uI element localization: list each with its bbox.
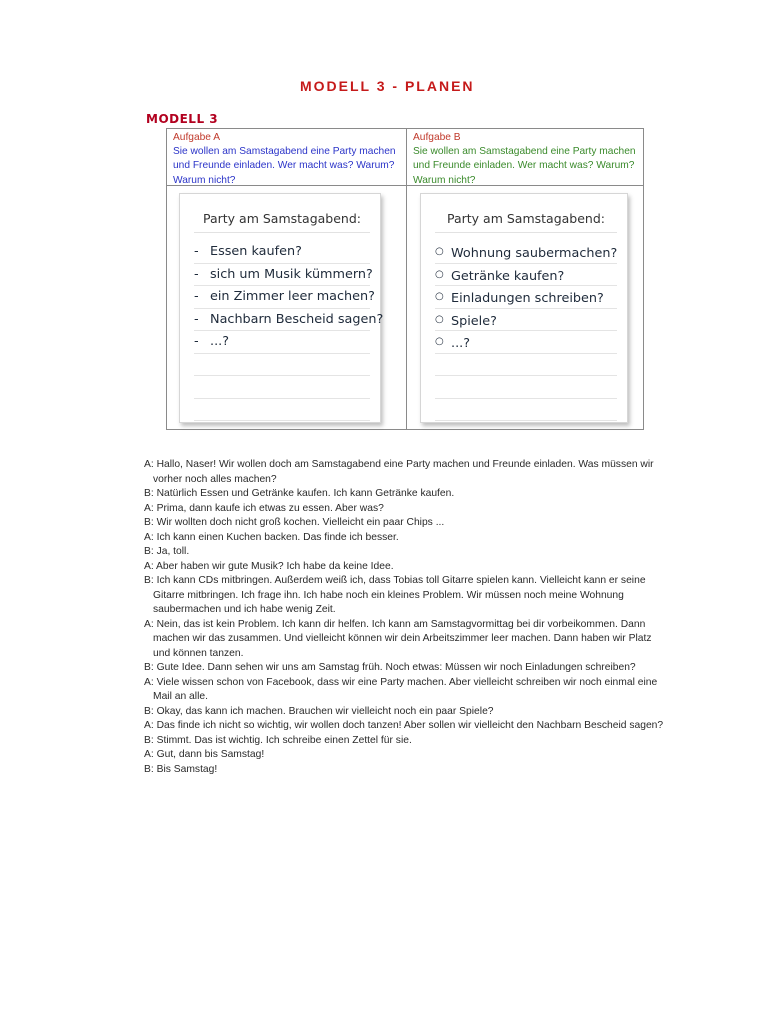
circle-bullet-icon: ○ [435,336,444,347]
circle-bullet-icon: ○ [435,291,444,302]
dash-icon: - [194,244,199,259]
dialog-line: A: Prima, dann kaufe ich etwas zu essen. Aber was? [144,502,384,514]
note-a-item: - ...? [194,331,370,354]
dash-icon: - [194,311,199,327]
dialog-line: B: Okay, das kann ich machen. Brauchen wir vielleicht noch ein paar Spiele? [144,705,494,717]
circle-bullet-icon: ○ [435,268,444,280]
dialog-line: B: Natürlich Essen und Getränke kaufen. Ich kann Getränke kaufen. [144,488,455,499]
note-b-title: Party am Samstagabend: [435,206,617,233]
dialog-line: A: Ich kann einen Kuchen backen. Das finde ich besser. [144,531,399,543]
task-b-text: Sie wollen am Samstagabend eine Party machen und Freunde einladen. Wer macht was? Warum? Warum nicht? [413,146,636,186]
note-b-item: ○ Getränke kaufen? [435,264,617,287]
note-blank-line [435,399,617,422]
dialog-line: B: Gute Idee. Dann sehen wir uns am Samstag früh. Noch etwas: Müssen wir noch Einladungen schreiben? [144,662,636,673]
circle-bullet-icon: ○ [435,313,444,325]
note-a-item: - ein Zimmer leer machen? [194,286,370,309]
task-b-label: Aufgabe B [413,132,461,143]
note-a-title: Party am Samstagabend: [194,206,370,233]
dialog-line: B: Wir wollten doch nicht groß kochen. Vielleicht ein paar Chips ... [144,517,445,528]
note-blank-line [194,399,370,422]
note-blank-line [435,354,617,377]
note-a-item: - Essen kaufen? [194,241,370,264]
dialog-line: A: Gut, dann bis Samstag! [144,749,265,760]
task-a-cell [167,129,407,186]
note-b-item: ○ ...? [435,331,617,354]
dialog-line: B: Ich kann CDs mitbringen. Außerdem weiß ich, dass Tobias toll Gitarre spielen kann. Vielleicht kann er seine Gitarre mitbringen. Ich frage ihn. Ich habe noch ein kleines Problem. Wir müssen noch meine Wohnung saubermachen und ich habe wenig Zeit. [144,575,646,615]
dialog-line: A: Aber haben wir gute Musik? Ich habe da keine Idee. [144,560,394,572]
note-a-item: - Nachbarn Bescheid sagen? [194,309,370,332]
page-title: MODELL 3 - PLANEN [300,78,475,94]
dialog-line: A: Das finde ich nicht so wichtig, wir wollen doch tanzen! Aber sollen wir vielleicht den Nachbarn Bescheid sagen? [144,720,664,731]
note-blank-line [194,376,370,399]
dash-icon: - [194,266,199,282]
dialog-line: A: Hallo, Naser! Wir wollen doch am Samstagabend eine Party machen und Freunde einladen. Was müssen wir vorher noch alles machen? [144,459,654,485]
dialog-line: B: Ja, toll. [144,546,190,557]
circle-bullet-icon: ○ [435,246,444,257]
task-table [166,128,644,430]
note-b-item: ○ Einladungen schreiben? [435,286,617,309]
task-b-cell [407,129,643,186]
note-blank-line [194,354,370,377]
note-b-item: ○ Wohnung saubermachen? [435,241,617,264]
dash-icon: - [194,334,199,349]
dialog-text [144,458,664,777]
dialog-line: B: Bis Samstag! [144,763,218,775]
note-blank-line [435,376,617,399]
dialog-line: A: Viele wissen schon von Facebook, dass wir eine Party machen. Aber vielleicht schreiben wir noch einmal eine Mail an alle. [144,676,658,702]
note-b-item: ○ Spiele? [435,309,617,332]
table-divider [406,186,407,429]
task-a-text: Sie wollen am Samstagabend eine Party machen und Freunde einladen. Wer macht was? Warum? Warum nicht? [173,146,396,186]
task-a-label: Aufgabe A [173,132,221,143]
dialog-line: B: Stimmt. Das ist wichtig. Ich schreibe einen Zettel für sie. [144,734,412,746]
note-a-item: - sich um Musik kümmern? [194,264,370,287]
dialog-line: A: Nein, das ist kein Problem. Ich kann dir helfen. Ich kann am Samstagvormittag bei dir vorbeikommen. Dann machen wir das zusammen. Und vielleicht können wir dein Arbeitszimmer leer machen. Dann haben wir Platz und können tanzen. [144,618,652,659]
modell-label: MODELL 3 [146,112,219,126]
note-card-a [179,193,384,423]
note-card-b [420,193,628,423]
dash-icon: - [194,289,199,304]
